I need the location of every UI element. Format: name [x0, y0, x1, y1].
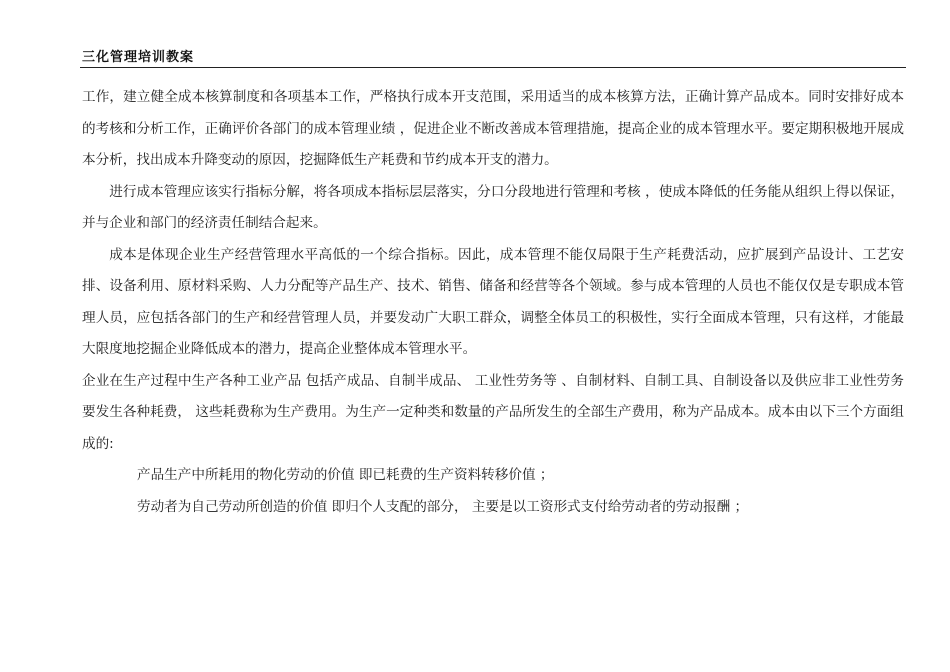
list-item: 产品生产中所耗用的物化劳动的价值 即已耗费的生产资料转移价值 ；: [137, 467, 554, 483]
header-divider: [80, 67, 906, 68]
list-item: 劳动者为自己劳动所创造的价值 即归个人支配的部分， 主要是以工资形式支付给劳动者的劳动报酬 ；: [137, 498, 749, 515]
paragraph: 企业在生产过程中生产各种工业产品 包括产成品、自制半成品、 工业性劳务等 、自制材料、自制工具、自制设备以及供应非工业性劳务要发生各种耗费， 这些耗费称为生产费用。为生产一定种类和数量的产品所发生的全部生产费用，称为产品成本。成本由以下三个方面组成的:: [82, 372, 904, 452]
header-title: 三化管理培训教案: [82, 50, 195, 65]
paragraph: 工作，建立健全成本核算制度和各项基本工作，严格执行成本开支范围，采用适当的成本核算方法，正确计算产品成本。同时安排好成本的考核和分析工作，正确评价各部门的成本管理业绩 ，促进企业不断改善成本管理措施，提高企业的成本管理水平。要定期积极地开展成本分析，找出成本升降变动的原因，挖掘降低生产耗费和节约成本开支的潜力。: [82, 89, 904, 168]
paragraph: 成本是体现企业生产经营管理水平高低的一个综合指标。因此，成本管理不能仅局限于生产耗费活动，应扩展到产品设计、工艺安排、设备利用、原材料采购、人力分配等产品生产、技术、销售、储备和经营等各个领域。参与成本管理的人员也不能仅仅是专职成本管理人员，应包括各部门的生产和经营管理人员，并要发动广大职工群众，调整全体员工的积极性，实行全面成本管理，只有这样，才能最大限度地挖掘企业降低成本的潜力，提高企业整体成本管理水平。: [82, 246, 904, 357]
document-body: [82, 82, 904, 523]
paragraph: 进行成本管理应该实行指标分解，将各项成本指标层层落实，分口分段地进行管理和考核 ，使成本降低的任务能从组织上得以保证，并与企业和部门的经济责任制结合起来。: [82, 183, 904, 231]
